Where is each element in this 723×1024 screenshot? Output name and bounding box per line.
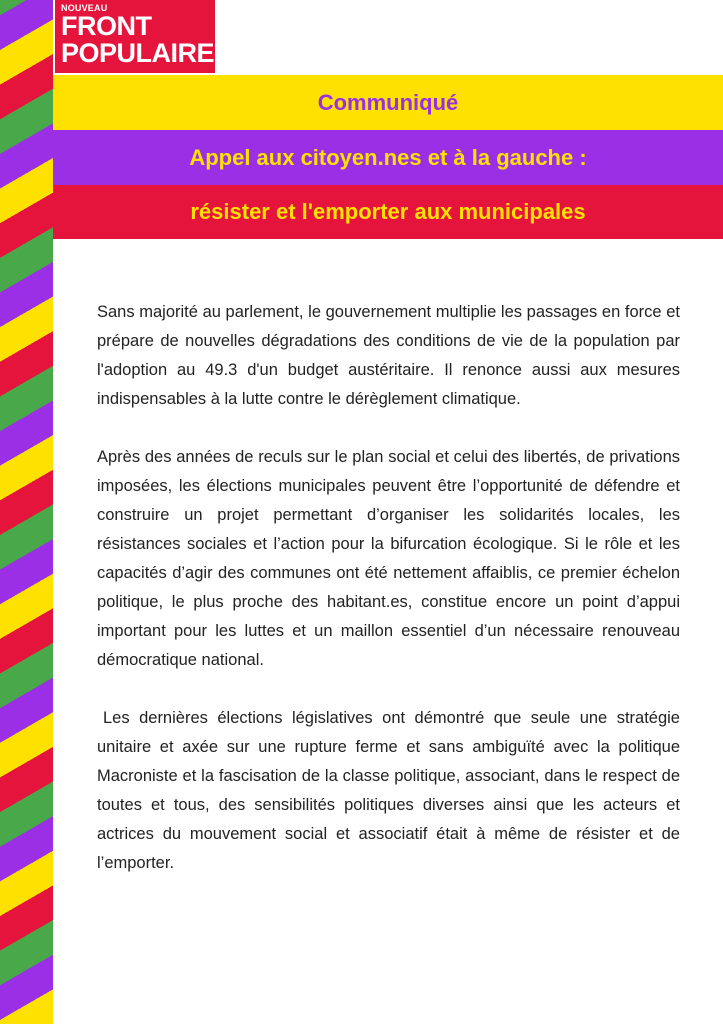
title-line-2: résister et l'emporter aux municipales xyxy=(190,199,586,224)
nfp-logo xyxy=(55,0,215,73)
communique-label: Communiqué xyxy=(317,89,459,115)
logo-line-front: FRONT xyxy=(61,11,152,41)
title-band-2 xyxy=(53,185,723,239)
title-line-1: Appel aux citoyen.nes et à la gauche : xyxy=(189,144,587,170)
paragraph-1: Sans majorité au parlement, le gouvernement multiplie les passages en force et prépare de nouvelles dégradations des conditions de vie de la population par l'adoption au 49.3 d'un budget austéritaire. Il renonce aussi aux mesures indispensables à la lutte contre le dérèglement climatique. xyxy=(97,303,680,408)
decorative-stripes xyxy=(0,0,53,1024)
paragraph-3: Les dernières élections législatives ont démontré que seule une stratégie unitaire et axée sur une rupture ferme et sans ambiguïté avec la politique Macroniste et la fascisation de la classe politique, associant, dans le respect de toutes et tous, des sensibilités politiques diverses ainsi que les acteurs et actrices du mouvement social et associatif était à même de résister et de l’emporter. xyxy=(97,709,680,872)
logo-line-populaire: POPULAIRE xyxy=(61,38,215,68)
paragraph-2: Après des années de reculs sur le plan social et celui des libertés, de privations imposées, les élections municipales peuvent être l’opportunité de défendre et construire un projet permettant d’organiser les solidarités locales, les résistances sociales et l’action pour la bifurcation écologique. Si le rôle et les capacités d’agir des communes ont été nettement affaiblis, ce premier échelon politique, le plus proche des habitant.es, constitue encore un point d’appui important pour les luttes et un maillon essentiel d’un nécessaire renouveau démocratique national. xyxy=(97,448,680,669)
logo-line-nouveau: NOUVEAU xyxy=(61,3,108,13)
communique-body xyxy=(97,298,680,907)
title-band-1 xyxy=(53,130,723,185)
communique-label-band xyxy=(53,75,723,130)
